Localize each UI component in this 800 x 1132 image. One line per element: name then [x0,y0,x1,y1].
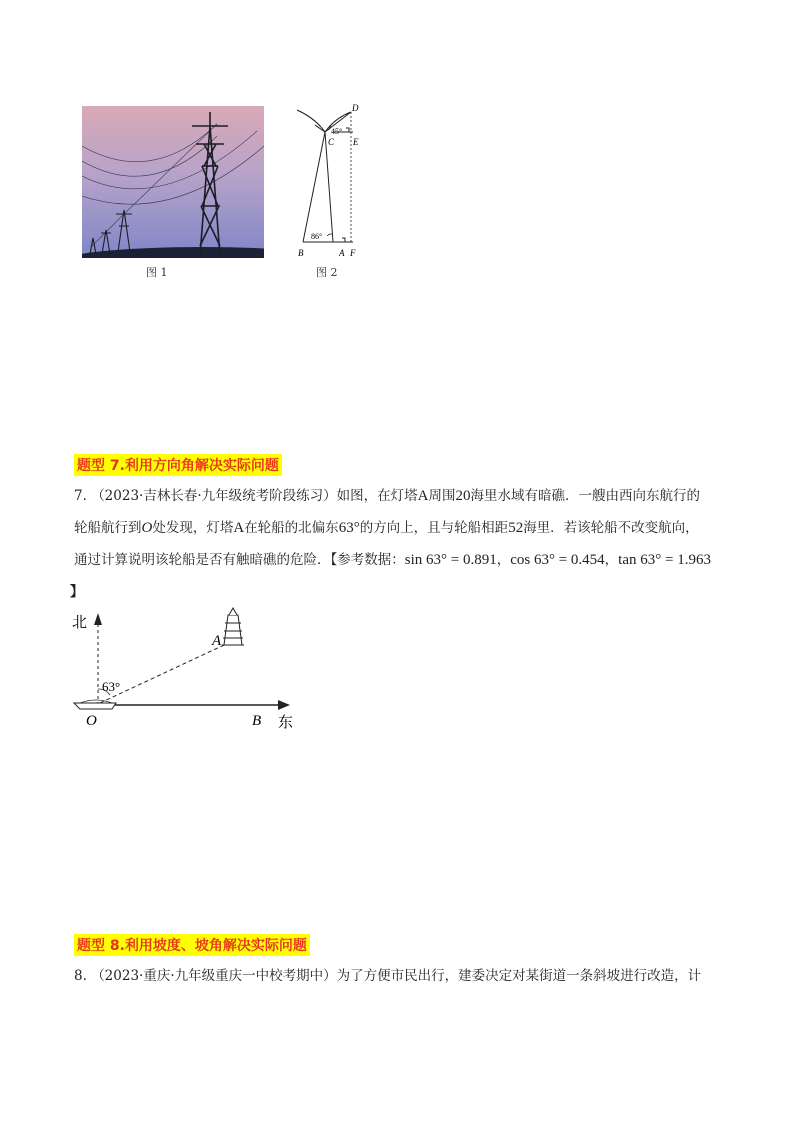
var-o: O [141,520,153,536]
problem7-text: 在轮船的北偏东 [244,520,339,536]
section7-heading: 题型 7.利用方向角解决实际问题 [74,454,282,476]
problem8-line1 [74,960,701,992]
fig2-label-f: F [350,248,356,258]
problem7-line3 [74,544,711,576]
var-a: A [417,488,429,504]
fig2-label-d: D [352,103,359,113]
problem8-text: 为了方便市民出行，建委决定对某街道一条斜坡进行改造，计 [336,968,702,984]
label-o: O [86,713,97,729]
angle-63-label: 63° [102,679,121,694]
fig2-label-e: E [353,137,359,147]
comma: ， [496,552,511,568]
label-b: B [252,713,262,729]
problem7-line2 [74,512,699,544]
problem7-source: （2023·吉林长春·九年级统考阶段练习） [91,488,337,504]
fig2-label-c: C [328,137,335,147]
ship-icon [74,703,116,709]
problem7-text: 的方向上，且与轮船相距 [359,520,509,536]
east-arrow-icon [278,700,290,710]
problem7-text: 处发现，灯塔 [152,520,234,536]
problem7-text: 海里水域有暗礁．一艘由西向东航行的 [470,488,700,504]
sight-line [100,645,224,703]
figure2-diagram [285,100,375,265]
ref-cos: cos 63° = 0.454 [510,552,605,568]
problem7-text: 周围 [428,488,456,504]
problem7-text: 如图，在灯塔 [336,488,418,504]
lighthouse-icon [222,608,244,645]
problem7-line1 [74,480,700,512]
north-label: 北 [72,613,88,631]
fig2-angle-86: 86° [311,232,323,241]
problem7-close-bracket: 】 [70,584,84,600]
comma: ， [604,552,619,568]
figure2-caption: 图 2 [316,266,338,279]
figure3-diagram [66,605,306,735]
problem8-number: 8. [74,968,87,984]
label-a: A [212,633,222,649]
problem8-source: （2023·重庆·九年级重庆一中校考期中） [91,968,337,984]
problem7-text: 轮船航行到 [74,520,142,536]
var-a: A [233,520,245,536]
value-63: 63° [338,520,360,536]
ref-sin: sin 63° = 0.891 [404,552,497,568]
ref-tan: tan 63° = 1.963 [618,552,711,568]
section8-heading: 题型 8.利用坡度、坡角解决实际问题 [74,934,310,956]
fig2-label-b: B [298,248,304,258]
problem7-text: 通过计算说明该轮船是否有触暗礁的危险．【参考数据： [74,552,405,568]
fig2-label-a: A [339,248,345,258]
value-52: 52 [508,520,524,536]
north-arrow-icon [94,613,102,625]
figure1-caption: 图 1 [146,266,168,279]
value-20: 20 [455,488,471,504]
east-label: 东 [278,713,294,731]
figure1-photo [82,106,264,258]
problem7-number: 7. [74,488,87,504]
fig2-angle-45: 45° [331,127,343,136]
problem7-text: 海里．若该轮船不改变航向， [523,520,699,536]
